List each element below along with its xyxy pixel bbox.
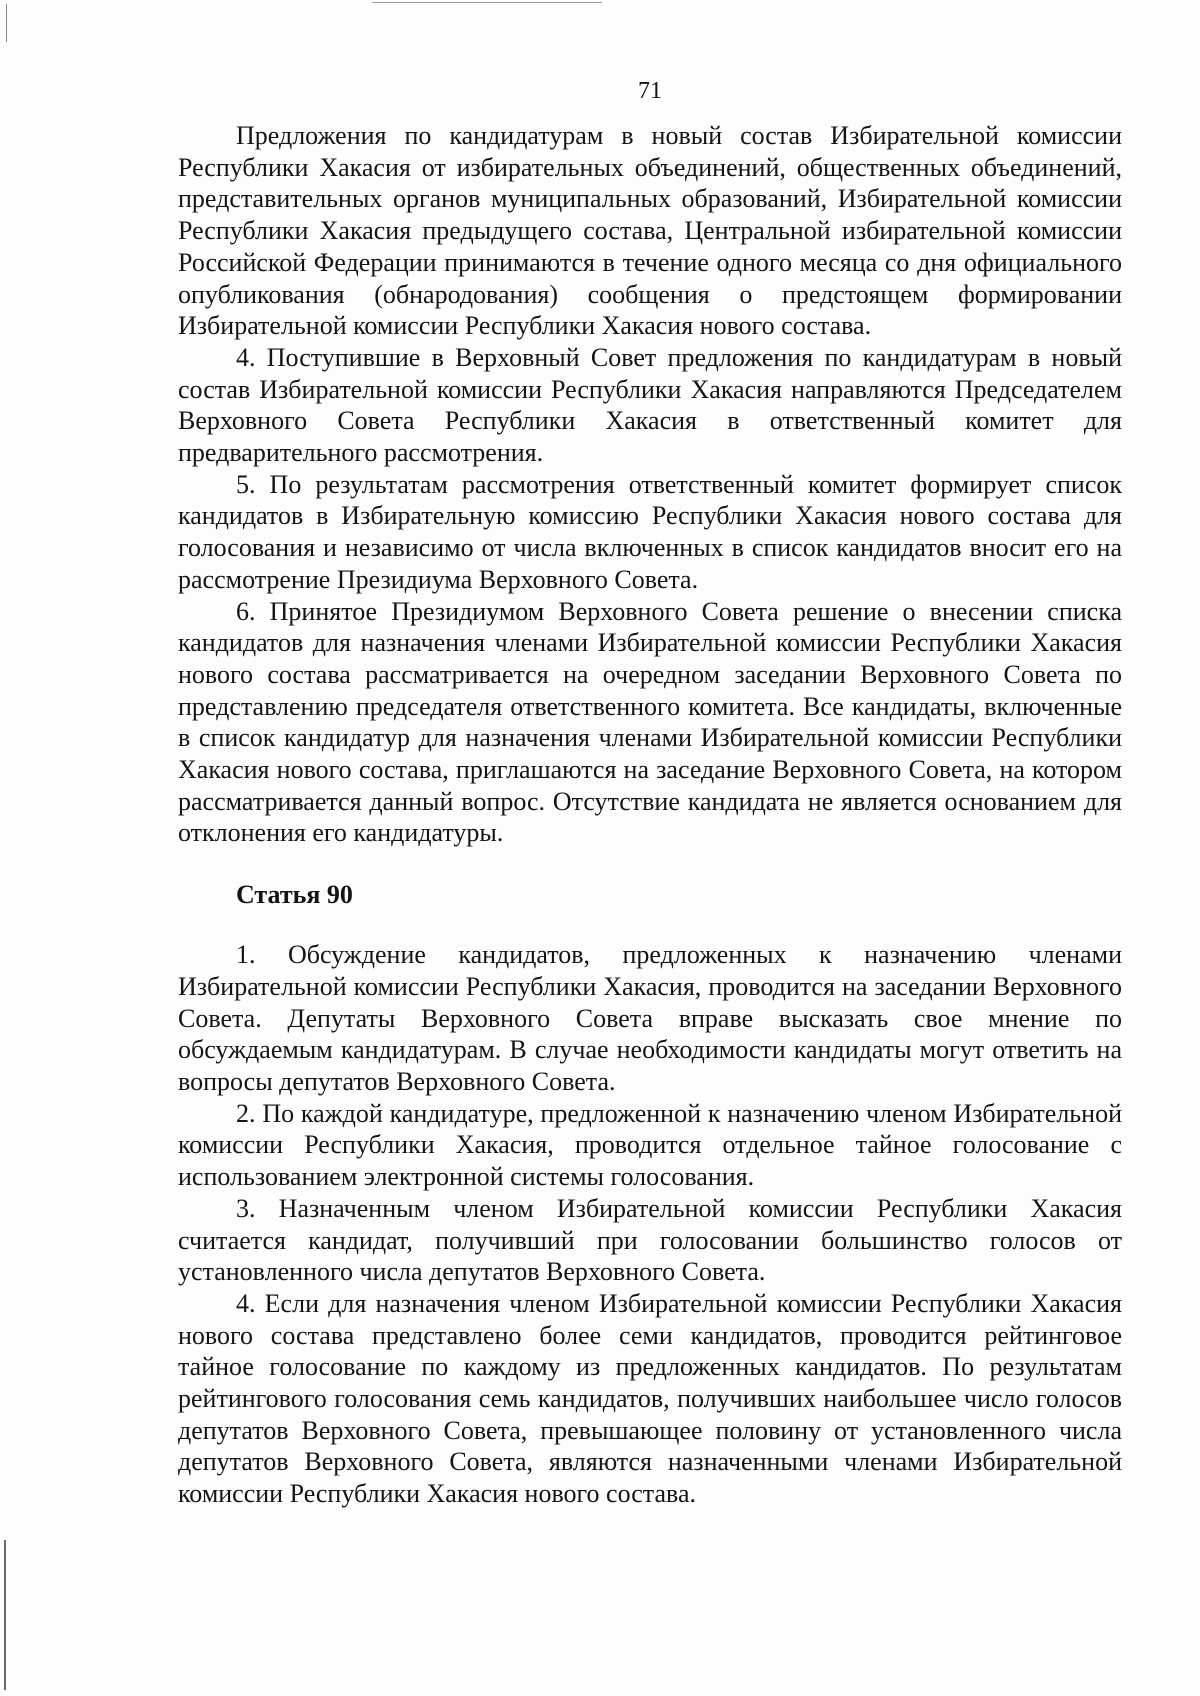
paragraph: Предложения по кандидатурам в новый состав Избирательной комиссии Республики Хакасия от избирательных объединений, общественных объединений, представительных органов муниципальных образований, Избирательной комиссии Республики Хакасия предыдущего состава, Центральной избирательной комиссии Российской Федерации принимаются в течение одного месяца со дня официального опубликования (обнародования) сообщения о предстоящем формировании Избирательной комиссии Республики Хакасия нового состава. — [178, 121, 1122, 341]
scan-artifact-line — [372, 2, 602, 3]
paragraph: 3. Назначенным членом Избирательной комиссии Республики Хакасия считается кандидат, получивший при голосовании большинство голосов от установленного числа депутатов Верховного Совета. — [178, 1193, 1122, 1287]
scan-artifact-edge — [4, 1540, 6, 1690]
page-number: 71 — [638, 78, 662, 104]
paragraph: 6. Принятое Президиумом Верховного Совета решение о внесении списка кандидатов для назначения членами Избирательной комиссии Республики Хакасия нового состава рассматривается на очередном заседании Верховного Совета по представлению председателя ответственного комитета. Все кандидаты, включенные в список кандидатур для назначения членами Избирательной комиссии Республики Хакасия нового состава, приглашаются на заседание Верховного Совета, на котором рассматривается данный вопрос. Отсутствие кандидата не является основанием для отклонения его кандидатуры. — [178, 596, 1122, 848]
paragraph: 2. По каждой кандидатуре, предложенной к назначению членом Избирательной комиссии Республики Хакасия, проводится отдельное тайное голосование с использованием электронной системы голосования. — [178, 1098, 1122, 1192]
article-title: Статья 90 — [236, 880, 353, 910]
paragraph: 1. Обсуждение кандидатов, предложенных к назначению членами Избирательной комиссии Республики Хакасия, проводится на заседании Верховного Совета. Депутаты Верховного Совета вправе высказать свое мнение по обсуждаемым кандидатурам. В случае необходимости кандидаты могут ответить на вопросы депутатов Верховного Совета. — [178, 940, 1122, 1096]
paragraph: 4. Если для назначения членом Избирательной комиссии Республики Хакасия нового состава представлено более семи кандидатов, проводится рейтинговое тайное голосование по каждому из предложенных кандидатов. По результатам рейтингового голосования семь кандидатов, получивших наибольшее число голосов депутатов Верховного Совета, превышающее половину от установленного числа депутатов Верховного Совета, являются назначенными членами Избирательной комиссии Республики Хакасия нового состава. — [178, 1288, 1122, 1509]
scan-artifact-tick — [6, 4, 7, 42]
paragraph: 4. Поступившие в Верховный Совет предложения по кандидатурам в новый состав Избирательной комиссии Республики Хакасия направляются Председателем Верховного Совета Республики Хакасия в ответственный комитет для предварительного рассмотрения. — [178, 342, 1122, 468]
paragraph: 5. По результатам рассмотрения ответственный комитет формирует список кандидатов в Избирательную комиссию Республики Хакасия нового состава для голосования и независимо от числа включенных в список кандидатов вносит его на рассмотрение Президиума Верховного Совета. — [178, 469, 1122, 594]
document-body — [178, 120, 1122, 1510]
